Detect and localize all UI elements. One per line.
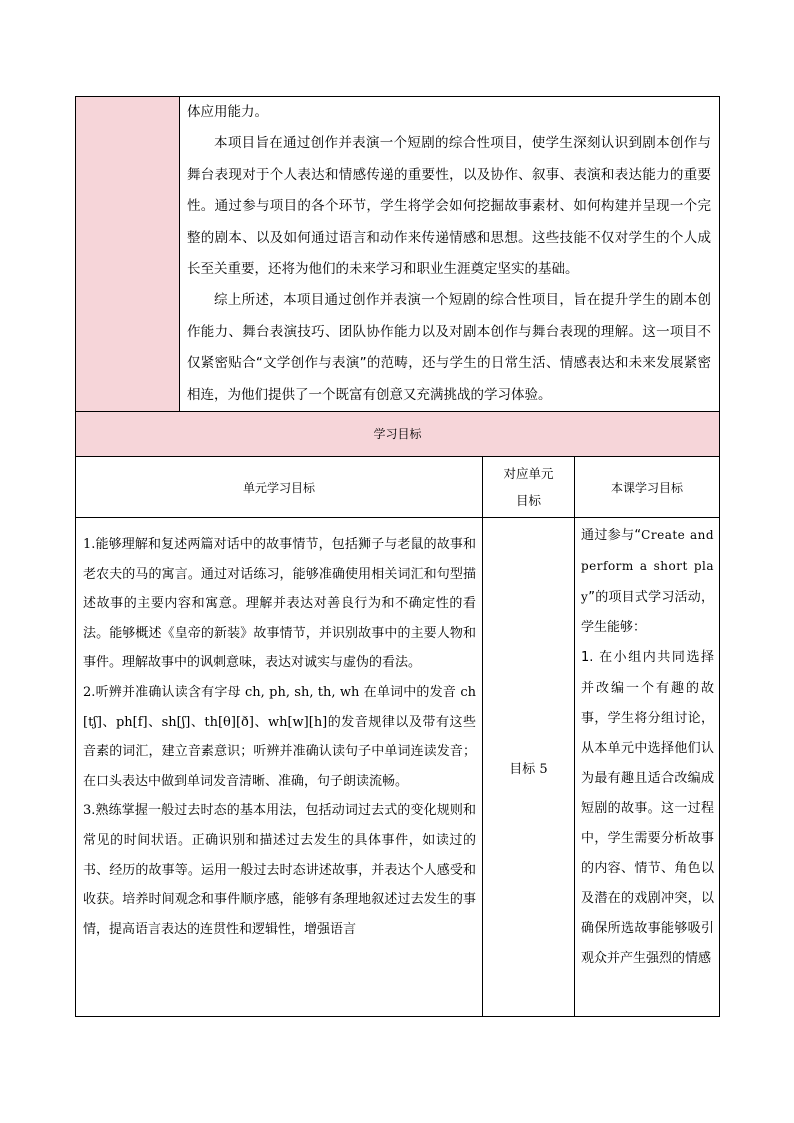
lesson-intro — [581, 520, 714, 643]
summary-paragraph-1: 体应用能力。 — [187, 104, 268, 120]
lesson-goals-cell — [575, 518, 720, 1017]
row-label-cell — [76, 97, 180, 412]
goals-row — [76, 518, 720, 1017]
lesson-goals-header: 本课学习目标 — [575, 457, 720, 518]
project-name: Create and perform a short play — [581, 528, 715, 605]
mapped-goal-cell: 目标 5 — [483, 518, 575, 1017]
mapped-goals-header-line2: 目标 — [515, 493, 541, 509]
section-header-row — [76, 412, 720, 457]
section-title: 学习目标 — [76, 412, 720, 457]
summary-cell — [180, 97, 720, 412]
unit-goal-1: 1.能够理解和复述两篇对话中的故事情节，包括狮子与老鼠的故事和老农夫的马的寓言。通过对话练习，能够准确使用相关词汇和句型描述故事的主要内容和寓意。理解并表达对善良行为和不确定性的看法。能够概述《皇帝的新装》故事情节，并识别故事中的主要人物和事件。理解故事中的讽刺意味，表达对诚实与虚伪的看法。 — [83, 537, 476, 671]
lesson-intro-before: 通过参与“ — [581, 528, 642, 544]
summary-paragraph-2: 本项目旨在通过创作并表演一个短剧的综合性项目，使学生深刻认识到剧本创作与舞台表现对于个人表达和情感传递的重要性，以及协作、叙事、表演和表达能力的重要性。通过参与项目的各个环节，学生将学会如何挖掘故事素材、如何构建并呈现一个完整的剧本、以及如何通过语言和动作来传递情感和思想。这些技能不仅对学生的个人成长至关重要，还将为他们的未来学习和职业生涯奠定坚实的基础。 — [187, 135, 712, 278]
mapped-goals-header-line1: 对应单元 — [503, 466, 554, 482]
unit-goal-3: 3.熟练掌握一般过去时态的基本用法，包括动词过去式的变化规则和常见的时间状语。正确识别和描述过去发生的具体事件，如读过的书、经历的故事等。运用一般过去时态讲述故事，并表达个人感受和收获。培养时间观念和事件顺序感，能够有条理地叙述过去发生的事情，提高语言表达的连贯性和逻辑性，增强语言 — [83, 803, 476, 937]
summary-row — [76, 97, 720, 412]
column-header-row — [76, 457, 720, 518]
summary-paragraph-3: 综上所述，本项目通过创作并表演一个短剧的综合性项目，旨在提升学生的剧本创作能力、舞台表演技巧、团队协作能力以及对剧本创作与舞台表现的理解。这一项目不仅紧密贴合“文学创作与表演”的范畴，还与学生的日常生活、情感表达和未来发展紧密相连，为他们提供了一个既富有创意又充满挑战的学习体验。 — [187, 292, 712, 403]
lesson-intro-after: ”的项目式学习活动，学生能够： — [581, 590, 715, 636]
unit-goals-cell — [76, 518, 483, 1017]
lesson-plan-table — [75, 96, 720, 1017]
lesson-goal-1: 1. 在小组内共同选择并改编一个有趣的故事，学生将分组讨论，从本单元中选择他们认为最有趣且适合改编成短剧的故事。这一过程中，学生需要分析故事的内容、情节、角色以及潜在的戏剧冲突，以确保所选故事能够吸引观众并产生强烈的情感 — [581, 650, 715, 967]
unit-goals-header: 单元学习目标 — [76, 457, 483, 518]
mapped-goals-header — [483, 457, 575, 518]
unit-goal-2: 2.听辨并准确认读含有字母 ch, ph, sh, th, wh 在单词中的发音 ch[tʃ]、ph[f]、sh[ʃ]、th[θ][ð]、wh[w][h]的发音规律以及带有这些音素的词汇，建立音素意识；听辨并准确认读句子中单词连读发音；在口头表达中做到单词发音清晰、准确，句子朗读流畅。 — [83, 685, 476, 789]
